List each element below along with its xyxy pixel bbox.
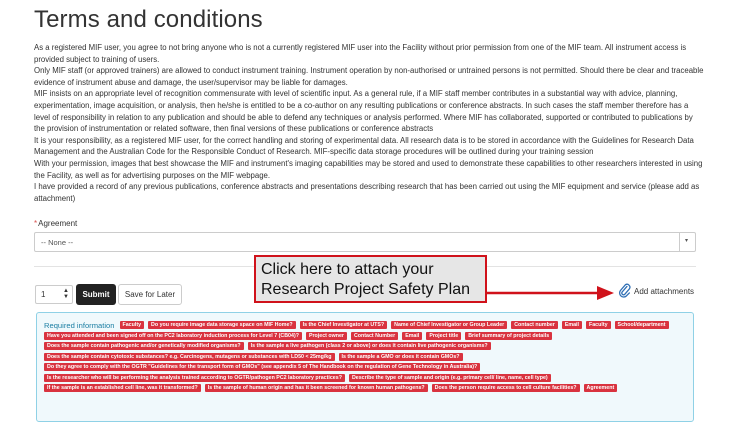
required-field-tag: Do you require image data storage space on MIF Home? (148, 321, 296, 329)
attach-callout (254, 255, 487, 303)
required-field-tag: If the sample is an established cell line, was it transformed? (44, 384, 201, 392)
required-field-tag: Is the researcher who will be performing the analysis trained according to OGTR/pathogen PC2 laboratory practices? (44, 374, 345, 382)
required-field-tag: Email (402, 332, 422, 340)
required-field-tag: Contact Number (351, 332, 398, 340)
required-field-tag: Does the sample contain pathogenic and/or genetically modified organisms? (44, 342, 244, 350)
required-field-tag: Do they agree to comply with the OGTR "Guidelines for the transport form of GMOs" (see appendix 5 of The Handbook on the regulation of Gene Technology in Australia)? (44, 363, 480, 371)
required-field-tag: Agreement (584, 384, 618, 392)
required-field-tag: Name of Chief Investigator or Group Leader (391, 321, 507, 329)
agreement-label (34, 219, 77, 228)
terms-paragraph: With your permission, images that best showcase the MIF and instrument's imaging capabilities may be stored and used to demonstrate these capabilities to other researchers interested in using the Facility, as well as for advertising purposes on the MIF webpage. (34, 158, 703, 180)
required-information-title: Required information (44, 321, 115, 330)
required-field-tag: Contact number (511, 321, 558, 329)
agreement-label-text: Agreement (38, 219, 78, 228)
save-for-later-button[interactable]: Save for Later (118, 284, 182, 305)
add-attachments-label: Add attachments (634, 287, 695, 296)
stepper-arrows-icon[interactable]: ▲ ▼ (63, 288, 69, 300)
required-information-panel (36, 312, 694, 422)
agreement-select-toggle[interactable] (679, 233, 695, 251)
chevron-down-icon: ▾ (685, 238, 689, 244)
arrow-right-icon (487, 285, 615, 301)
required-field-tag: Brief summary of project details (465, 332, 552, 340)
paperclip-icon (618, 283, 631, 298)
required-field-tag: Is the sample a live pathogen (class 2 or above) or does it contain live pathogenic organisms? (248, 342, 491, 350)
required-information-list (44, 321, 690, 395)
required-field-tag: Faculty (586, 321, 611, 329)
quantity-value: 1 (41, 290, 46, 299)
required-field-tag: Does the person require access to cell culture facilities? (432, 384, 580, 392)
required-field-tag: Is the Chief Investigator at UTS? (300, 321, 388, 329)
terms-text (34, 42, 704, 204)
terms-paragraph: Only MIF staff (or approved trainers) are allowed to conduct instrument training. Instrument operation by non-authorised or untrained persons is not permitted. Should there be clear and traceable evidence of instrument abuse and damage, the user/supervisor may be liable for damages. (34, 66, 704, 87)
required-field-tag: Project title (426, 332, 461, 340)
submit-button[interactable]: Submit (76, 284, 116, 305)
required-field-tag: Is the sample a GMO or does it contain GMOs? (339, 353, 463, 361)
required-field-tag: Does the sample contain cytotoxic substances? e.g. Carcinogens, mutagens or substances with LD50 < 25mg/kg (44, 353, 335, 361)
terms-paragraph: As a registered MIF user, you agree to not bring anyone who is not a currently registered MIF user into the Facility without prior permission from one of the MIF team. All instrument access is provided subject to training of users. (34, 43, 687, 64)
required-field-tag: Faculty (120, 321, 145, 329)
callout-line: Research Project Safety Plan (261, 281, 470, 298)
terms-paragraph: I have provided a record of any previous publications, conference abstracts and presentations describing research that has been carried out using the MIF equipment and service (please add as attachment) (34, 182, 700, 203)
callout-line: Click here to attach your (261, 261, 434, 278)
required-field-tag: School/department (615, 321, 669, 329)
terms-paragraph: MIF insists on an appropriate level of recognition commensurate with level of scientific input. As a general rule, if a MIF staff member contributes in a substantial way with advice, planning, experimentation, image acquisition, or analysis, then he/she is entitled to be a co-author on any resulting publications or conference abstracts. In such cases the staff member therefore has a level of responsibility in relation to any publication and should be able to defend any techniques or analysis performed. Where MIF has collaborated, supported or contributed to publications by the provision of instrumentation or related software, then final versions of these publications or conference abstracts (34, 89, 693, 134)
required-field-tag: Email (562, 321, 582, 329)
page-title: Terms and conditions (34, 6, 263, 33)
terms-paragraph: It is your responsibility, as a registered MIF user, for the correct handling and storing of experimental data. All research data is to be stored in accordance with the Guidelines for Research Data Management and the Australian Code for the Responsible Conduct of Research. MIF-specific data storage procedures will be outlined during your training session (34, 135, 694, 157)
required-field-tag: Is the sample of human origin and has it been screened for known human pathogens? (205, 384, 428, 392)
agreement-select[interactable] (34, 232, 696, 252)
required-field-tag: Describe the type of sample and origin (e.g. primary cell/ line, name, cell type) (349, 374, 551, 382)
required-field-tag: Have you attended and been signed off on the PC2 laboratory induction process for Level 7 (CB04)? (44, 332, 302, 340)
agreement-select-value: -- None -- (41, 238, 74, 247)
required-asterisk: * (34, 219, 38, 228)
quantity-stepper[interactable] (35, 285, 73, 304)
required-field-tag: Project owner (306, 332, 347, 340)
